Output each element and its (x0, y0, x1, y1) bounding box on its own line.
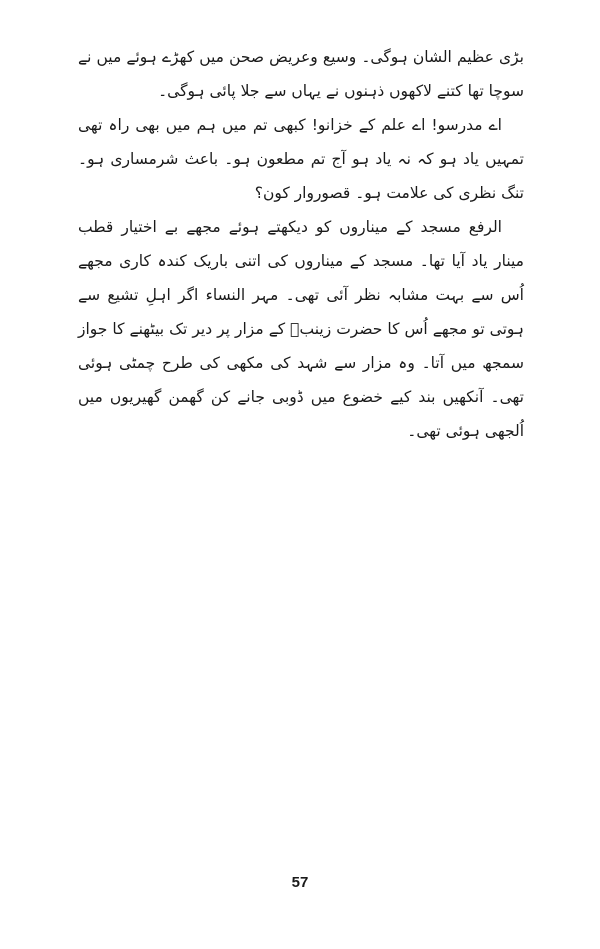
paragraph-1: بڑی عظیم الشان ہوگی۔ وسیع وعریض صحن میں کھڑے ہوئے میں نے سوچا تھا کتنے لاکھوں ذہنوں نے یہاں سے جلا پائی ہوگی۔ (78, 48, 524, 100)
paragraph-2: اے مدرسو! اے علم کے خزانو! کبھی تم میں ہم میں بھی راہ تھی تمہیں یاد ہو کہ نہ یاد ہو آج تم مطعون ہو۔ باعث شرمساری ہو۔ تنگ نظری کی علامت ہو۔ قصوروار کون؟ (78, 116, 524, 202)
page-number: 57 (291, 874, 309, 891)
body-text (78, 40, 524, 448)
paragraph-3: الرفع مسجد کے میناروں کو دیکھتے ہوئے مجھے بے اختیار قطب مینار یاد آیا تھا۔ مسجد کے میناروں کی اتنی باریک کندہ کاری مجھے اُس سے بہت مشابہ نظر آئی تھی۔ مہر النساء اگر اہلِ تشیع سے ہوتی تو مجھے اُس کا حضرت زینبؓ کے مزار پر دیر تک بیٹھنے کا جواز سمجھ میں آتا۔ وہ مزار سے شہد کی مکھی کی طرح چمٹی ہوئی تھی۔ آنکھیں بند کیے خضوع میں ڈوبی جانے کن گھمن گھیریوں میں اُلجھی ہوئی تھی۔ (78, 218, 524, 440)
